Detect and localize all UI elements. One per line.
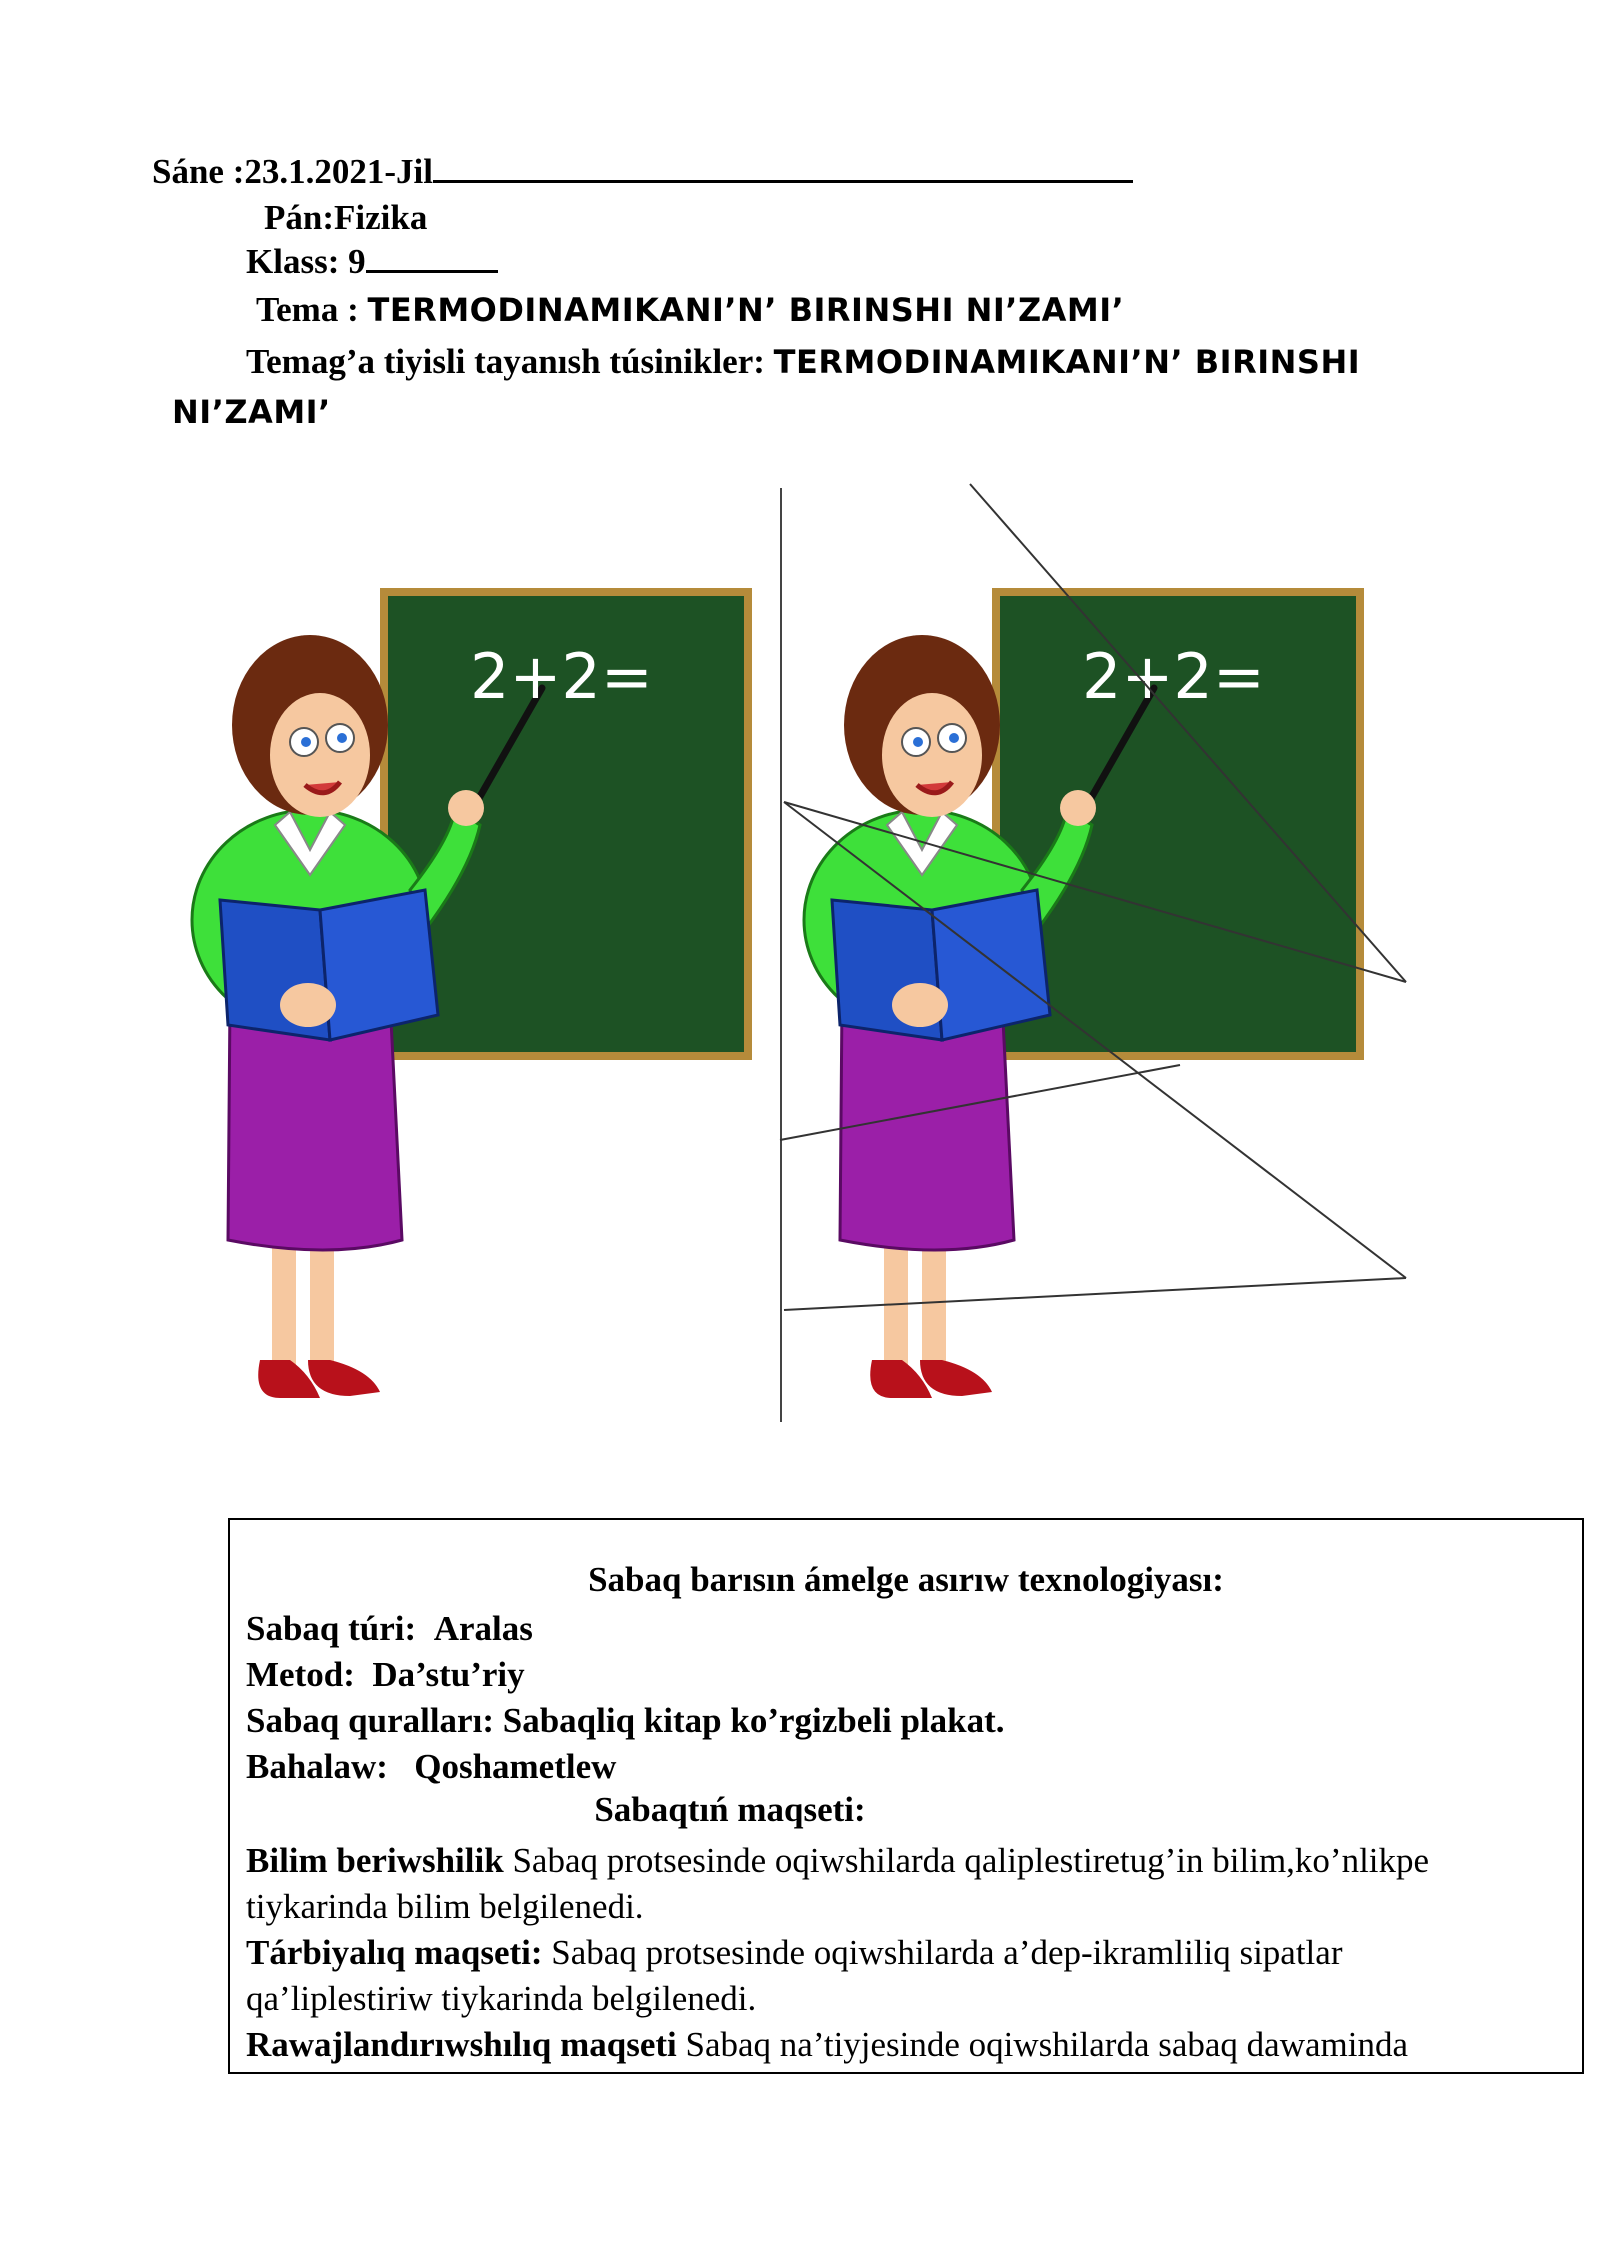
upbringing-goal-text-2: qa’liplestiriw tiykarinda belgilenedi. [246, 1979, 757, 2018]
development-goal-label: Rawajlandırıwshılıq maqseti [246, 2025, 677, 2064]
development-goal-row-1 [246, 2022, 1408, 2068]
class-line [246, 240, 498, 284]
date-label: Sáne :23.1.2021-Jil [152, 152, 433, 191]
upbringing-goal-text-1: Sabaq protsesinde oqiwshilarda a’dep-ikramliliq sipatlar [542, 1933, 1343, 1972]
date-line [152, 150, 1133, 194]
topic-title: TERMODINAMIKANI’N’ BIRINSHI NI’ZAMI’ [367, 291, 1125, 329]
method-label: Metod: [246, 1655, 355, 1694]
concepts-line-2 [172, 390, 331, 434]
board-equation-left: 2+2= [470, 640, 653, 713]
concepts-title-line1: TERMODINAMIKANI’N’ BIRINSHI [773, 343, 1361, 381]
concepts-prefix: Temag’a tiyisli tayanısh túsinikler: [246, 342, 774, 381]
method-row [246, 1652, 525, 1698]
concepts-title-line2: NI’ZAMI’ [172, 393, 331, 431]
topic-prefix: Tema : [256, 290, 368, 329]
tools-label: Sabaq quralları: [246, 1701, 494, 1740]
edu-goal-row-1 [246, 1838, 1429, 1884]
method-value: Da’stu’riy [372, 1655, 525, 1694]
tools-value: Sabaqliq kitap ko’rgizbeli plakat. [502, 1701, 1005, 1740]
lesson-type-row [246, 1606, 533, 1652]
lesson-plan-box [228, 1518, 1584, 2074]
concepts-line [246, 340, 1360, 384]
class-label: Klass: 9 [246, 242, 366, 281]
class-underline [366, 240, 498, 273]
goals-heading: Sabaqtıń maqseti: [594, 1790, 866, 1829]
subject-line: Pán:Fizika [264, 198, 428, 237]
assessment-label: Bahalaw: [246, 1747, 388, 1786]
development-goal-text-1: Sabaq na’tiyjesinde oqiwshilarda sabaq dawaminda [676, 2025, 1408, 2064]
teacher-illustration [180, 480, 1430, 1440]
topic-line [256, 288, 1124, 332]
tools-row [246, 1698, 1005, 1744]
assessment-value: Qoshametlew [414, 1747, 617, 1786]
date-underline [433, 150, 1133, 183]
edu-goal-label: Bilim beriwshilik [246, 1841, 504, 1880]
board-equation-right: 2+2= [1082, 640, 1265, 713]
edu-goal-text-1: Sabaq protsesinde oqiwshilarda qaliplestiretug’in bilim,ko’nlikpe [503, 1841, 1430, 1880]
edu-goal-text-2: tiykarinda bilim belgilenedi. [246, 1887, 644, 1926]
lesson-type-value: Aralas [433, 1609, 533, 1648]
assessment-row [246, 1744, 616, 1790]
technology-heading: Sabaq barısın ámelge asırıw texnologiyası: [588, 1560, 1224, 1599]
upbringing-goal-label: Tárbiyalıq maqseti: [246, 1933, 543, 1972]
lesson-type-label: Sabaq túri: [246, 1609, 417, 1648]
upbringing-goal-row-1 [246, 1930, 1342, 1976]
